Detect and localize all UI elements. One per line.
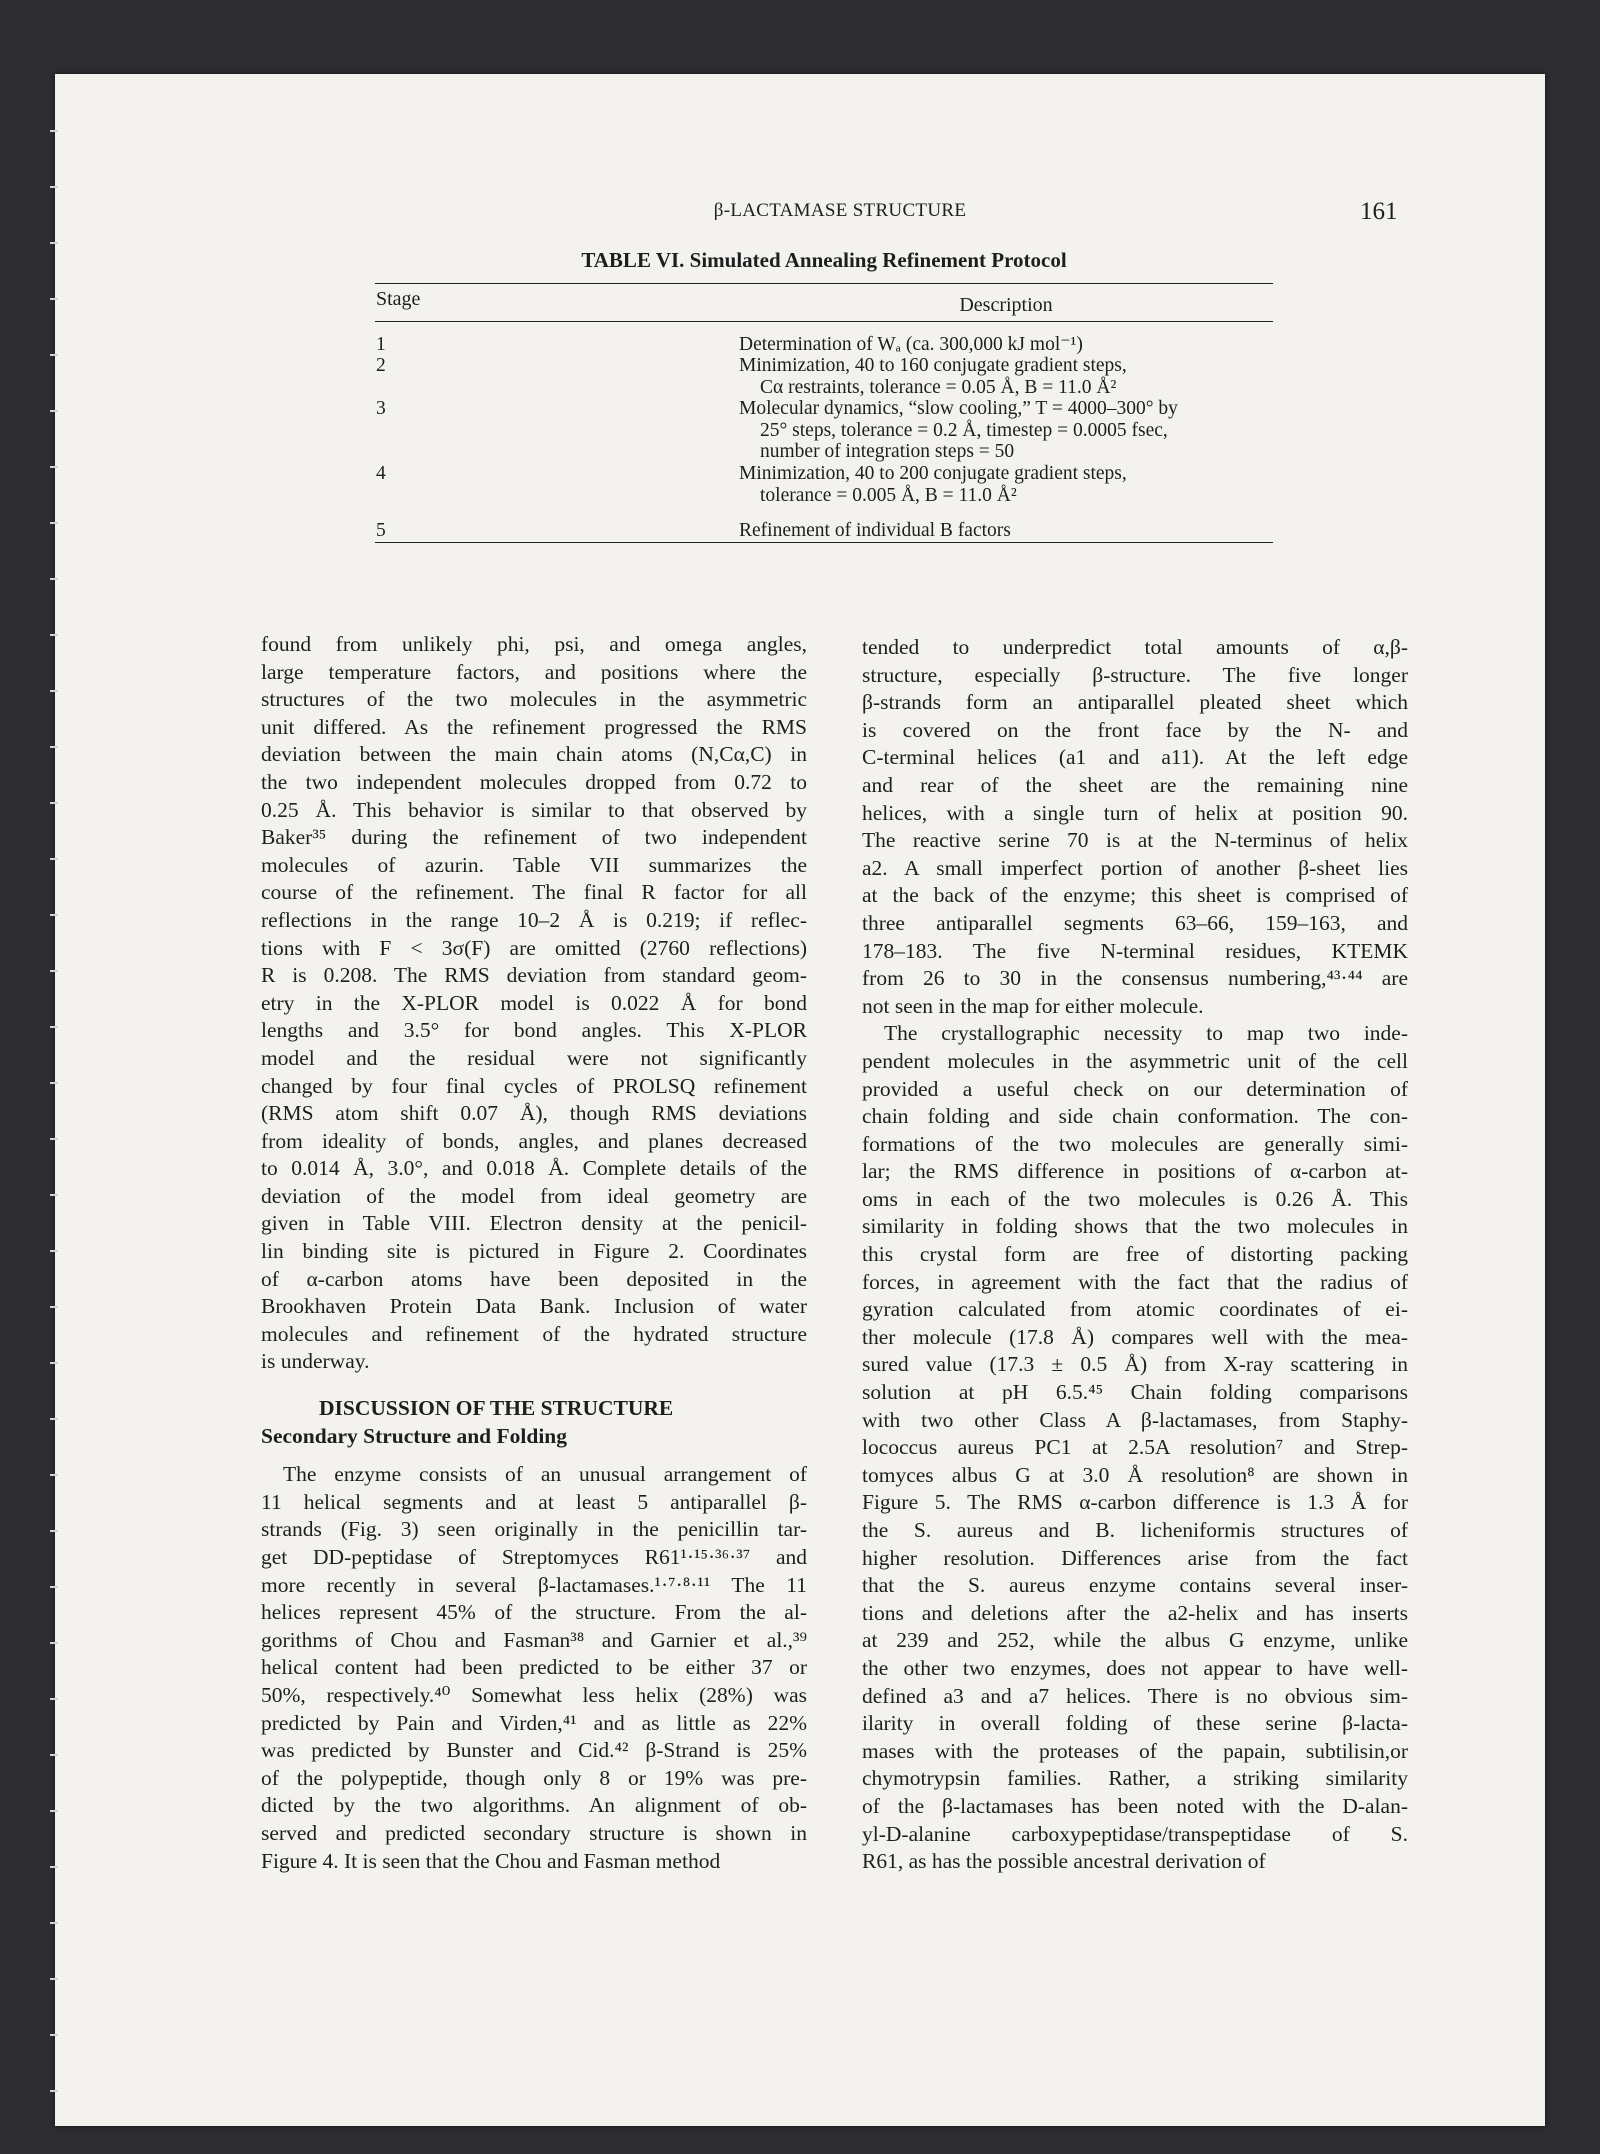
- scan-tick: [50, 634, 58, 636]
- text-line: served and predicted secondary structure is shown in: [261, 1820, 807, 1845]
- text-line: C-terminal helices (a1 and a11). At the left edge: [862, 745, 1408, 770]
- text-line: molecules and refinement of the hydrated structure: [261, 1321, 807, 1346]
- description-cell: [739, 463, 1127, 506]
- scan-tick: [50, 1250, 58, 1252]
- text-line: of the polypeptide, though only 8 or 19% was pre-: [261, 1765, 807, 1790]
- scan-tick: [50, 354, 58, 356]
- text-line: chain folding and side chain conformation. The con-: [862, 1104, 1408, 1129]
- scan-tick: [50, 858, 58, 860]
- scan-tick: [50, 1082, 58, 1084]
- scan-tick: [50, 2090, 58, 2092]
- text-line: at 239 and 252, while the albus G enzyme, unlike: [862, 1628, 1408, 1653]
- left-column: [261, 631, 807, 1875]
- scan-tick: [50, 970, 58, 972]
- scan-tick: [50, 466, 58, 468]
- text-line: R61, as has the possible ancestral derivation of: [862, 1849, 1266, 1874]
- text-line: ilarity in overall folding of these serine β-lacta-: [862, 1711, 1408, 1736]
- table-title: TABLE VI. Simulated Annealing Refinement Protocol: [581, 248, 1067, 272]
- description-line: Cα restraints, tolerance = 0.05 Å, B = 11.0 Å²: [760, 376, 1117, 398]
- section-gap: [261, 1376, 807, 1395]
- text-line: gyration calculated from atomic coordinates of ei-: [862, 1297, 1408, 1322]
- text-line: of α-carbon atoms have been deposited in the: [261, 1266, 807, 1291]
- text-line: at the back of the enzyme; this sheet is comprised of: [862, 883, 1408, 908]
- scan-tick: [50, 1530, 58, 1532]
- scan-tick: [50, 186, 58, 188]
- description-line: Minimization, 40 to 200 conjugate gradient steps,: [739, 463, 1127, 484]
- text-line: helical content had been predicted to be either 37 or: [261, 1655, 807, 1680]
- scan-tick: [50, 522, 58, 524]
- scan-tick: [50, 1362, 58, 1364]
- description-line: Refinement of individual B factors: [739, 520, 1011, 541]
- stage-cell: 1: [376, 334, 386, 355]
- text-line: strands (Fig. 3) seen originally in the penicillin tar-: [261, 1517, 807, 1542]
- text-line: oms in each of the two molecules is 0.26 Å. This: [862, 1186, 1408, 1211]
- stage-cell: 4: [376, 463, 386, 484]
- scan-tick: [50, 130, 58, 132]
- scan-tick: [50, 1810, 58, 1812]
- text-line: get DD-peptidase of Streptomyces R61¹·¹⁵·³⁶·³⁷ and: [261, 1545, 807, 1569]
- running-header: β-LACTAMASE STRUCTURE: [713, 200, 967, 221]
- column-header-stage: Stage: [376, 288, 421, 310]
- text-line: a2. A small imperfect portion of another β-sheet lies: [862, 855, 1408, 880]
- text-line: was predicted by Bunster and Cid.⁴² β-Strand is 25%: [261, 1738, 807, 1763]
- text-line: lococcus aureus PC1 at 2.5A resolution⁷ and Strep-: [862, 1435, 1408, 1460]
- scan-tick: [50, 1138, 58, 1140]
- description-line: Determination of Wₐ (ca. 300,000 kJ mol⁻¹): [739, 334, 1083, 355]
- text-line: Figure 5. The RMS α-carbon difference is 1.3 Å for: [862, 1490, 1408, 1515]
- text-line: the two independent molecules dropped from 0.72 to: [261, 769, 807, 794]
- scan-tick: [50, 578, 58, 580]
- text-line: 178–183. The five N-terminal residues, KTEMK: [862, 938, 1408, 963]
- text-line: higher resolution. Differences arise from the fact: [862, 1545, 1408, 1570]
- text-line: chymotrypsin families. Rather, a striking similarity: [862, 1766, 1408, 1791]
- text-line: tomyces albus G at 3.0 Å resolution⁸ are shown in: [862, 1462, 1408, 1487]
- text-line: gorithms of Chou and Fasman³⁸ and Garnier et al.,³⁹: [261, 1627, 807, 1652]
- scan-tick: [50, 1306, 58, 1308]
- text-line: predicted by Pain and Virden,⁴¹ and as little as 22%: [261, 1710, 807, 1735]
- text-line: R is 0.208. The RMS deviation from standard geom-: [261, 963, 807, 988]
- text-line: The reactive serine 70 is at the N-terminus of helix: [862, 828, 1408, 853]
- text-line: Brookhaven Protein Data Bank. Inclusion of water: [261, 1294, 807, 1319]
- text-line: lar; the RMS difference in positions of α-carbon at-: [862, 1159, 1408, 1184]
- text-line: defined a3 and a7 helices. There is no obvious sim-: [862, 1683, 1408, 1708]
- text-line: not seen in the map for either molecule.: [862, 993, 1204, 1018]
- description-line: Minimization, 40 to 160 conjugate gradient steps,: [739, 355, 1127, 376]
- text-line: to 0.014 Å, 3.0°, and 0.018 Å. Complete details of the: [261, 1156, 807, 1181]
- text-line: tions with F < 3σ(F) are omitted (2760 reflections): [261, 935, 807, 960]
- text-line: three antiparallel segments 63–66, 159–163, and: [862, 910, 1408, 935]
- scan-tick: [50, 1642, 58, 1644]
- text-line: reflections in the range 10–2 Å is 0.219; if reflec-: [261, 907, 807, 932]
- scan-tick: [50, 298, 58, 300]
- scan-tick: [50, 1194, 58, 1196]
- text-line: given in Table VIII. Electron density at the penicil-: [261, 1211, 807, 1236]
- text-line: found from unlikely phi, psi, and omega angles,: [261, 632, 807, 656]
- text-line: pendent molecules in the asymmetric unit of the cell: [862, 1048, 1408, 1073]
- text-line: lengths and 3.5° for bond angles. This X-PLOR: [261, 1018, 807, 1043]
- scan-tick: [50, 410, 58, 412]
- text-line: tended to underpredict total amounts of α,β-: [862, 635, 1408, 659]
- description-line: tolerance = 0.005 Å, B = 11.0 Å²: [760, 484, 1017, 506]
- description-cell: [739, 520, 1011, 542]
- text-line: formations of the two molecules are generally simi-: [862, 1131, 1408, 1156]
- text-line: ther molecule (17.8 Å) compares well with the mea-: [862, 1324, 1408, 1349]
- text-line: structures of the two molecules in the asymmetric: [261, 687, 807, 712]
- scan-tick: [50, 1978, 58, 1980]
- text-line: helices, with a single turn of helix at position 90.: [862, 800, 1408, 825]
- scan-tick: [50, 690, 58, 692]
- scan-tick: [50, 802, 58, 804]
- scan-tick: [50, 242, 58, 244]
- text-line: (RMS atom shift 0.07 Å), though RMS deviations: [261, 1101, 807, 1126]
- text-line: changed by four final cycles of PROLSQ refinement: [261, 1073, 807, 1098]
- text-line: solution at pH 6.5.⁴⁵ Chain folding comparisons: [862, 1380, 1408, 1405]
- text-line: sured value (17.3 ± 0.5 Å) from X-ray scattering in: [862, 1352, 1408, 1377]
- description-line: Molecular dynamics, “slow cooling,” T = 4000–300° by: [739, 398, 1178, 419]
- text-line: structure, especially β-structure. The five longer: [862, 662, 1408, 687]
- text-line: mases with the proteases of the papain, subtilisin,or: [862, 1738, 1408, 1763]
- scan-tick: [50, 914, 58, 916]
- heading-gap: [261, 1450, 807, 1461]
- text-line: dicted by the two algorithms. An alignment of ob-: [261, 1793, 807, 1818]
- text-line: is covered on the front face by the N- and: [862, 717, 1408, 742]
- scan-tick: [50, 1866, 58, 1868]
- text-line: 11 helical segments and at least 5 antiparallel β-: [261, 1489, 807, 1514]
- scan-tick: [50, 1586, 58, 1588]
- text-line: model and the residual were not significantly: [261, 1045, 807, 1070]
- text-line: helices represent 45% of the structure. From the al-: [261, 1600, 807, 1625]
- text-line: deviation of the model from ideal geometry are: [261, 1183, 807, 1208]
- description-line: number of integration steps = 50: [760, 441, 1015, 462]
- text-line: this crystal form are free of distorting packing: [862, 1242, 1408, 1267]
- scan-tick: [50, 2034, 58, 2036]
- text-line: from 26 to 30 in the consensus numbering,⁴³·⁴⁴ are: [862, 966, 1408, 991]
- scan-tick: [50, 1922, 58, 1924]
- stage-cell: 5: [376, 520, 386, 541]
- text-line: is underway.: [261, 1349, 370, 1374]
- text-line: the S. aureus and B. licheniformis structures of: [862, 1518, 1408, 1542]
- description-cell: [739, 355, 1127, 398]
- scan-tick: [50, 1474, 58, 1476]
- subsection-heading: Secondary Structure and Folding: [261, 1423, 568, 1448]
- scan-tick: [50, 1754, 58, 1756]
- text-line: forces, in agreement with the fact that the radius of: [862, 1269, 1408, 1294]
- text-line: molecules of azurin. Table VII summarizes the: [261, 852, 807, 877]
- scan-tick: [50, 1418, 58, 1420]
- description-cell: [739, 334, 1083, 356]
- text-line: more recently in several β-lactamases.¹·⁷·⁸·¹¹ The 11: [261, 1572, 807, 1597]
- section-heading: DISCUSSION OF THE STRUCTURE: [319, 1396, 674, 1421]
- table-top-rule: [375, 283, 1273, 284]
- text-line: lin binding site is pictured in Figure 2. Coordinates: [261, 1239, 807, 1264]
- text-line: etry in the X-PLOR model is 0.022 Å for bond: [261, 990, 807, 1015]
- page-number: 161: [1360, 198, 1398, 225]
- text-line: unit differed. As the refinement progressed the RMS: [261, 714, 807, 739]
- right-column: [862, 634, 1408, 1876]
- text-line: of the β-lactamases has been noted with the D-alan-: [862, 1793, 1408, 1818]
- text-line: Baker³⁵ during the refinement of two independent: [261, 825, 807, 850]
- text-line: β-strands form an antiparallel pleated sheet which: [862, 690, 1408, 715]
- text-line: provided a useful check on our determination of: [862, 1076, 1408, 1101]
- text-line: The enzyme consists of an unusual arrangement of: [283, 1462, 807, 1487]
- text-line: similarity in folding shows that the two molecules in: [862, 1214, 1408, 1239]
- text-line: deviation between the main chain atoms (N,Cα,C) in: [261, 742, 807, 767]
- text-line: and rear of the sheet are the remaining nine: [862, 772, 1408, 797]
- scan-tick: [50, 746, 58, 748]
- description-cell: [739, 398, 1178, 463]
- text-line: course of the refinement. The final R factor for all: [261, 880, 807, 905]
- scan-tick: [50, 1026, 58, 1028]
- table-bottom-rule: [375, 542, 1273, 543]
- description-line: 25° steps, tolerance = 0.2 Å, timestep = 0.0005 fsec,: [760, 419, 1168, 441]
- column-header-description: Description: [959, 294, 1053, 316]
- table-header-rule: [375, 321, 1273, 322]
- text-line: 0.25 Å. This behavior is similar to that observed by: [261, 797, 807, 822]
- stage-cell: 3: [376, 398, 386, 419]
- text-line: tions and deletions after the a2-helix and has inserts: [862, 1600, 1408, 1625]
- scan-tick: [50, 1698, 58, 1700]
- stage-cell: 2: [376, 355, 386, 376]
- text-line: yl-D-alanine carboxypeptidase/transpeptidase of S.: [862, 1821, 1408, 1846]
- text-line: with two other Class A β-lactamases, from Staphy-: [862, 1407, 1408, 1432]
- text-line: 50%, respectively.⁴⁰ Somewhat less helix (28%) was: [261, 1682, 807, 1707]
- text-line: that the S. aureus enzyme contains several inser-: [862, 1573, 1408, 1598]
- text-line: large temperature factors, and positions where the: [261, 659, 807, 684]
- text-line: The crystallographic necessity to map two inde-: [884, 1021, 1408, 1046]
- text-line: from ideality of bonds, angles, and planes decreased: [261, 1128, 807, 1153]
- text-line: the other two enzymes, does not appear to have well-: [862, 1655, 1408, 1680]
- text-line: Figure 4. It is seen that the Chou and Fasman method: [261, 1848, 721, 1873]
